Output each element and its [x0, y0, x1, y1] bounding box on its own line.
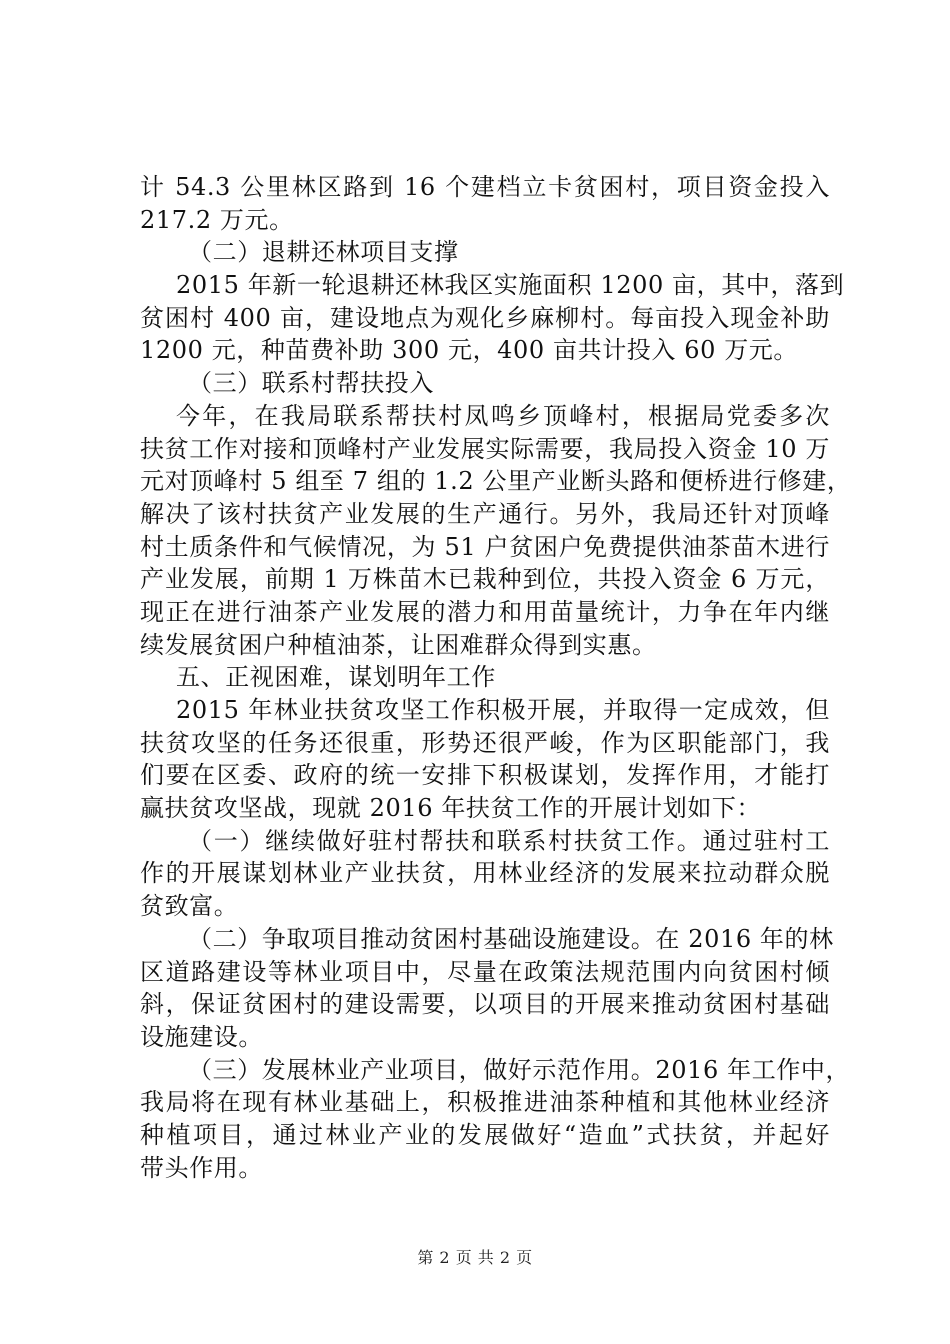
body-line: 今年，在我局联系帮扶村凤鸣乡顶峰村，根据局党委多次: [176, 401, 830, 430]
body-line: 计 54.3 公里林区路到 16 个建档立卡贫困村，项目资金投入: [140, 173, 830, 201]
body-line: 赢扶贫攻坚战，现就 2016 年扶贫工作的开展计划如下：: [140, 794, 762, 823]
body-line: （二）退耕还林项目支撑: [188, 238, 459, 267]
body-line: 1200 元，种苗费补助 300 元，400 亩共计投入 60 万元。: [140, 336, 799, 365]
body-line: 斜，保证贫困村的建设需要，以项目的开展来推动贫困村基础: [140, 990, 830, 1019]
body-line: （三）联系村帮扶投入: [188, 369, 434, 398]
body-line: 2015 年林业扶贫攻坚工作积极开展，并取得一定成效，但: [176, 696, 830, 724]
body-line: 217.2 万元。: [140, 205, 294, 234]
body-line: 元对顶峰村 5 组至 7 组的 1.2 公里产业断头路和便桥进行修建，: [140, 467, 852, 496]
body-line: 产业发展，前期 1 万株苗木已栽种到位，共投入资金 6 万元，: [140, 565, 830, 594]
body-line: （三）发展林业产业项目，做好示范作用。2016 年工作中，: [188, 1055, 851, 1084]
body-line: 作的开展谋划林业产业扶贫，用林业经济的发展来拉动群众脱: [140, 859, 830, 888]
body-line: 现正在进行油茶产业发展的潜力和用苗量统计，力争在年内继: [140, 597, 830, 626]
body-line: 五、正视困难，谋划明年工作: [176, 663, 496, 692]
body-line: 种植项目，通过林业产业的发展做好“造血”式扶贫，并起好: [140, 1120, 830, 1149]
page-footer: 第 2 页 共 2 页: [417, 1248, 533, 1267]
body-line: 带头作用。: [140, 1153, 263, 1182]
document-body: [140, 171, 852, 1184]
body-line: 设施建设。: [140, 1022, 263, 1051]
body-line: （二）争取项目推动贫困村基础设施建设。在 2016 年的林: [188, 924, 834, 953]
body-line: 扶贫攻坚的任务还很重，形势还很严峻，作为区职能部门，我: [140, 728, 830, 757]
body-line: 2015 年新一轮退耕还林我区实施面积 1200 亩，其中，落到: [176, 271, 845, 300]
body-line: 扶贫工作对接和顶峰村产业发展实际需要，我局投入资金 10 万: [140, 434, 830, 463]
body-line: （一）继续做好驻村帮扶和联系村扶贫工作。通过驻村工: [188, 826, 830, 855]
body-line: 我局将在现有林业基础上，积极推进油茶种植和其他林业经济: [140, 1088, 830, 1117]
body-line: 们要在区委、政府的统一安排下积极谋划，发挥作用，才能打: [140, 761, 830, 790]
body-line: 续发展贫困户种植油茶，让困难群众得到实惠。: [140, 630, 657, 659]
body-line: 解决了该村扶贫产业发展的生产通行。另外，我局还针对顶峰: [140, 499, 830, 528]
body-line: 贫困村 400 亩，建设地点为观化乡麻柳村。每亩投入现金补助: [140, 303, 830, 332]
body-line: 区道路建设等林业项目中，尽量在政策法规范围内向贫困村倾: [140, 957, 830, 986]
body-line: 村土质条件和气候情况，为 51 户贫困户免费提供油茶苗木进行: [140, 532, 830, 561]
body-line: 贫致富。: [140, 892, 239, 921]
